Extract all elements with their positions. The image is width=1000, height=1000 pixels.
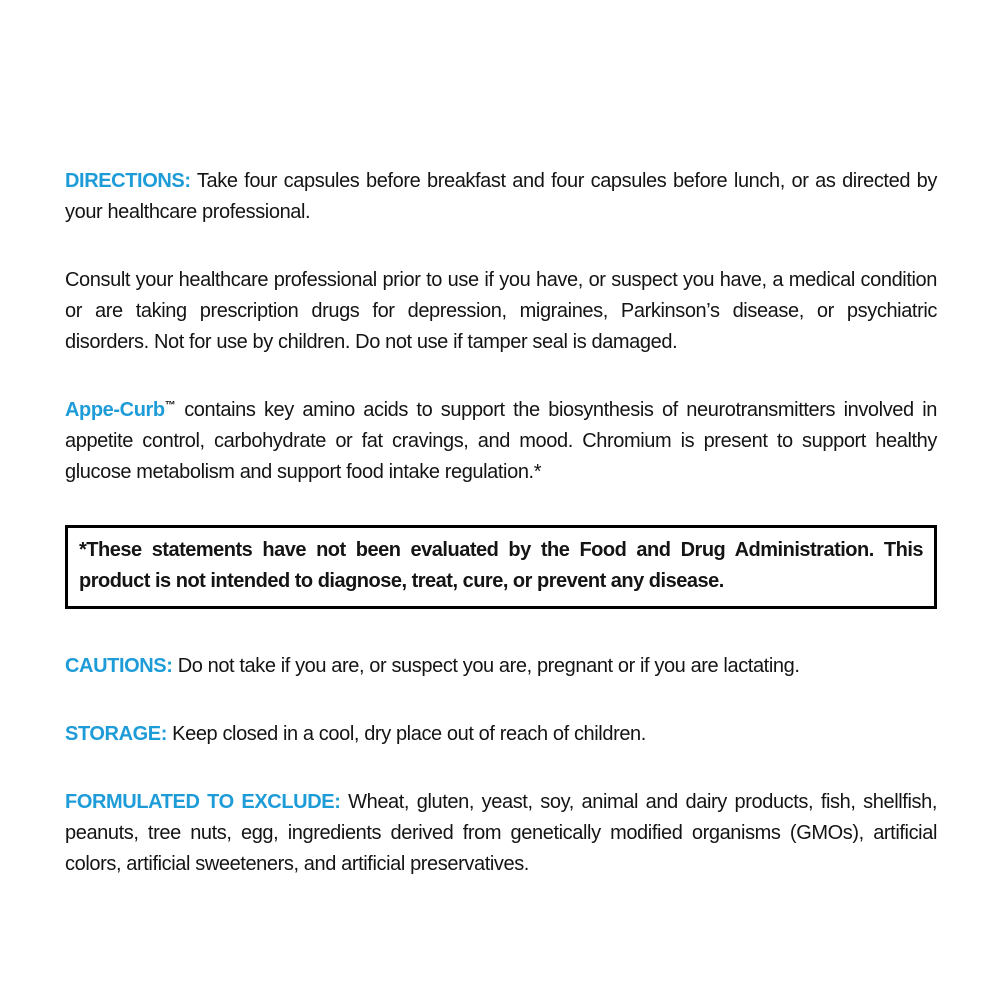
consult-text: Consult your healthcare professional prior to use if you have, or suspect you have, a medical condition or are taking prescription drugs for depression, migraines, Parkinson’s disease, or psychiatric disorders. Not for use by children. Do not use if tamper seal is damaged. xyxy=(65,269,937,353)
trademark-symbol: ™ xyxy=(164,399,176,412)
supplement-label-panel xyxy=(65,166,937,917)
storage-text: Keep closed in a cool, dry place out of reach of children. xyxy=(172,723,646,745)
directions-heading: DIRECTIONS: xyxy=(65,170,191,192)
storage-heading: STORAGE: xyxy=(65,723,167,745)
fda-disclaimer-text: *These statements have not been evaluated by the Food and Drug Administration. This product is not intended to diagnose, treat, cure, or prevent any disease. xyxy=(79,539,923,592)
brand-name: Appe-Curb xyxy=(65,399,165,421)
fda-disclaimer-paragraph xyxy=(79,535,923,597)
cautions-paragraph xyxy=(65,651,937,682)
formulated-to-exclude-text: Wheat, gluten, yeast, soy, animal and dairy products, fish, shellfish, peanuts, tree nuts, egg, ingredients derived from genetically modified organisms (GMOs), artificial colors, artificial sweeteners, and artificial preservatives. xyxy=(65,791,937,875)
appe-curb-paragraph xyxy=(65,395,937,488)
cautions-heading: CAUTIONS: xyxy=(65,655,173,677)
storage-paragraph xyxy=(65,719,937,750)
formulated-to-exclude-heading: FORMULATED TO EXCLUDE: xyxy=(65,791,341,813)
directions-paragraph xyxy=(65,166,937,228)
consult-paragraph xyxy=(65,265,937,358)
formulated-to-exclude-paragraph xyxy=(65,787,937,880)
fda-disclaimer-box xyxy=(65,525,937,609)
directions-text: Take four capsules before breakfast and four capsules before lunch, or as directed by your healthcare professional. xyxy=(65,170,937,223)
cautions-text: Do not take if you are, or suspect you are, pregnant or if you are lactating. xyxy=(177,655,800,677)
appe-curb-text: contains key amino acids to support the biosynthesis of neurotransmitters involved in appetite control, carbohydrate or fat cravings, and mood. Chromium is present to support healthy glucose metabolism and support food intake regulation.* xyxy=(65,399,937,483)
